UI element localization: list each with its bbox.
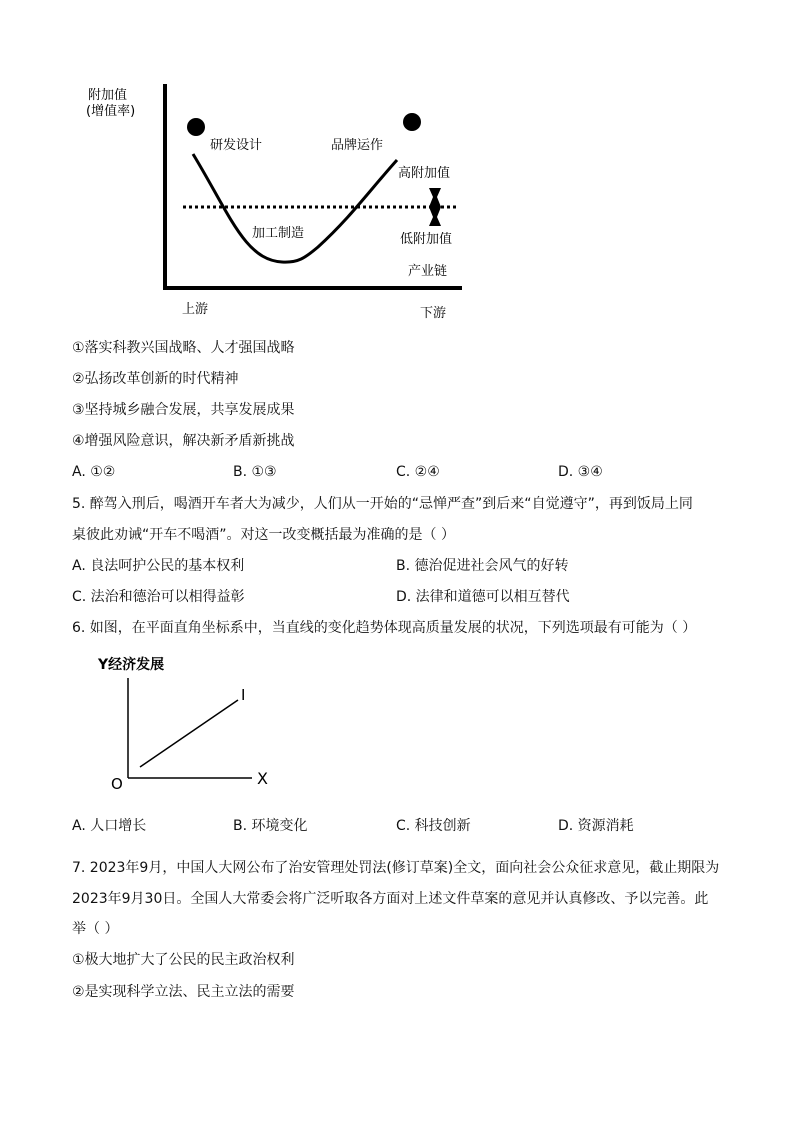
q4-statement-4: ④增强风险意识，解决新矛盾新挑战 [72,433,295,449]
q6-coordinate-graph [80,650,300,800]
downstream-dot [403,113,421,131]
y-axis-label-line1: 附加值 [88,88,128,103]
graph-x-label: X [257,769,268,788]
q4-option-d[interactable]: D. ③④ [558,464,603,480]
graph-origin-label: O [111,775,123,793]
q4-option-b[interactable]: B. ①③ [233,464,277,480]
q4-statement-1: ①落实科教兴国战略、人才强国战略 [72,340,295,356]
low-value-label: 低附加值 [400,232,453,247]
smile-curve-figure [0,0,794,330]
q6-stem: 6. 如图，在平面直角坐标系中，当直线的变化趋势体现高质量发展的状况，下列选项最有可能为（ ） [72,620,697,636]
downstream-label: 下游 [420,306,447,321]
q5-stem-line1: 5. 醉驾入刑后，喝酒开车者大为减少，人们从一开始的“忌惮严查”到后来“自觉遵守”，再到饭局上同 [72,496,693,512]
q7-statement-2: ②是实现科学立法、民主立法的需要 [72,984,295,1000]
q5-option-c[interactable]: C. 法治和德治可以相得益彰 [72,589,245,605]
brand-label: 品牌运作 [331,138,384,153]
smile-curve [193,154,397,262]
industry-chain-label: 产业链 [408,264,448,279]
q5-option-d[interactable]: D. 法律和道德可以相互替代 [396,589,570,605]
q5-option-b[interactable]: B. 德治促进社会风气的好转 [396,558,569,574]
q5-option-a[interactable]: A. 良法呵护公民的基本权利 [72,558,245,574]
q4-option-c[interactable]: C. ②④ [396,464,440,480]
q4-option-a[interactable]: A. ①② [72,464,116,480]
graph-y-label: Y经济发展 [98,657,165,673]
q6-option-d[interactable]: D. 资源消耗 [558,818,634,834]
q6-option-c[interactable]: C. 科技创新 [396,818,471,834]
q4-statement-3: ③坚持城乡融合发展，共享发展成果 [72,402,295,418]
high-value-label: 高附加值 [398,166,451,181]
upstream-dot [187,118,205,136]
q6-option-b[interactable]: B. 环境变化 [233,818,308,834]
q4-statement-2: ②弘扬改革创新的时代精神 [72,371,239,387]
q7-stem-line3: 举（ ） [72,921,119,937]
y-axis-label-line2: (增值率) [86,104,136,119]
q6-option-a[interactable]: A. 人口增长 [72,818,147,834]
q7-statement-1: ①极大地扩大了公民的民主政治权利 [72,952,295,968]
graph-trend-line [140,700,238,767]
value-divide-marker [429,188,441,226]
manufacturing-label: 加工制造 [252,226,305,241]
q7-stem-line2: 2023年9月30日。全国人大常委会将广泛听取各方面对上述文件草案的意见并认真修改、予以完善。此 [72,891,709,907]
rd-label: 研发设计 [210,138,263,153]
graph-line-label: I [241,686,246,704]
q7-stem-line1: 7. 2023年9月，中国人大网公布了治安管理处罚法(修订草案)全文，面向社会公众征求意见，截止期限为 [72,860,720,876]
q5-stem-line2: 桌彼此劝诫“开车不喝酒”。对这一改变概括最为准确的是（ ） [72,527,455,543]
upstream-label: 上游 [182,302,209,317]
